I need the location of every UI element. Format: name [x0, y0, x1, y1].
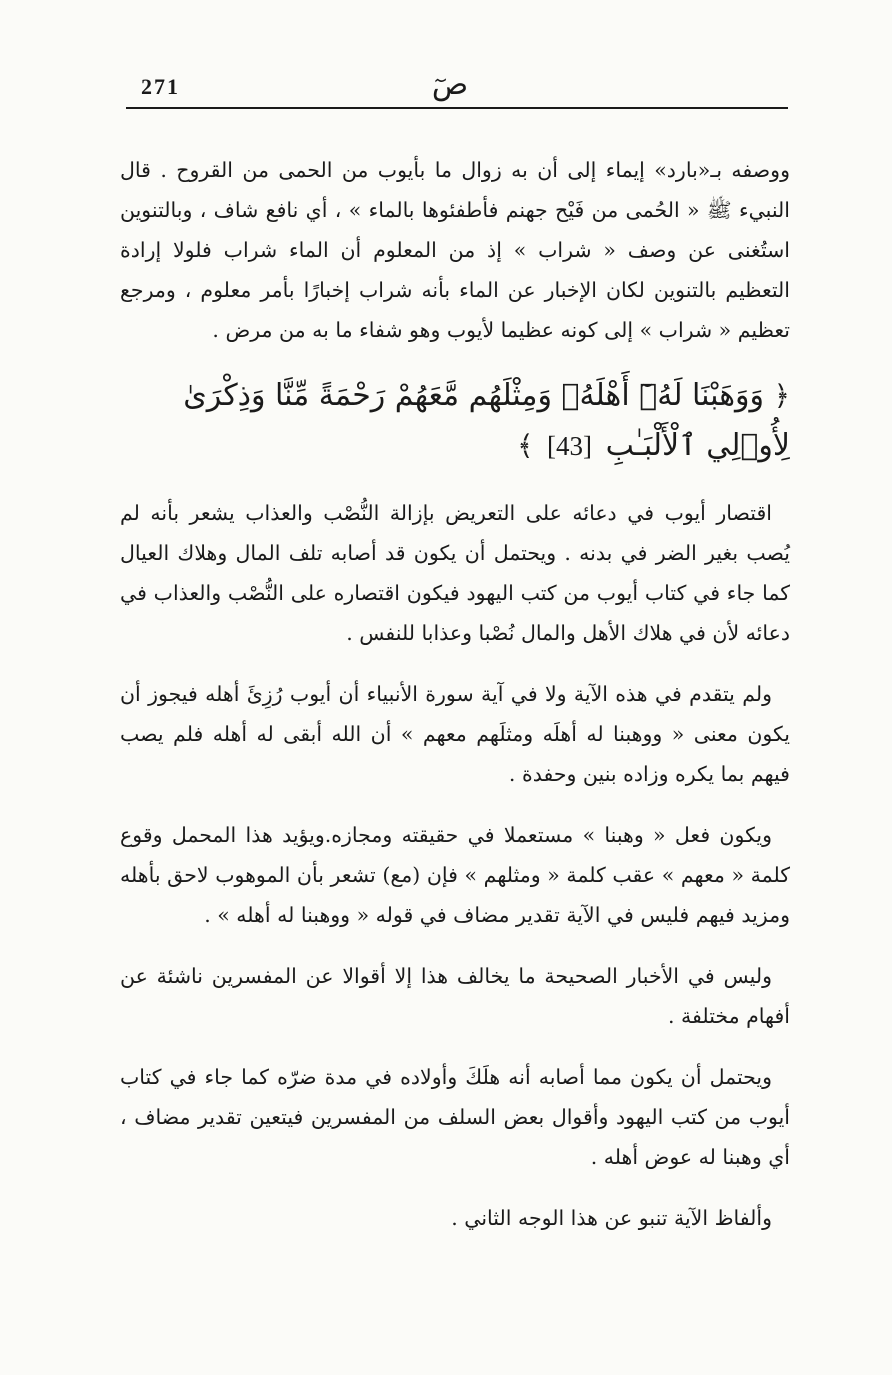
paragraph-5: وليس في الأخبار الصحيحة ما يخالف هذا إلا أقوالا عن المفسرين ناشئة عن أفهام مختلفة .	[120, 964, 790, 1028]
paragraph-1: ووصفه بـ«بارد» إيماء إلى أن به زوال ما بأيوب من الحمى من القروح . قال النبيء ﷺ « الحُمى من فَيْح جهنم فأطفئوها بالماء » ، أي نافع شاف ، وبالتنوين استُغنى عن وصف « شراب » إذ من المعلوم أن الماء شراب فلولا إرادة التعظيم بالتنوين لكان الإخبار عن الماء بأنه شراب إخبارًا بأمر معلوم ، ومرجع تعظيم « شراب » إلى كونه عظيما لأيوب وهو شفاء ما به من مرض .	[120, 158, 790, 342]
verse-close-bracket: ﴾	[517, 429, 534, 462]
header-rule	[126, 107, 788, 109]
paragraph-4: ويكون فعل « وهبنا » مستعملا في حقيقته ومجازه.ويؤيد هذا المحمل وقوع كلمة « معهم » عقب كلمة « ومثلهم » فإن (مع) تشعر بأن الموهوب لاحق بأهله ومزيد فيهم فليس في الآية تقدير مضاف في قوله « ووهبنا له أهله » .	[120, 823, 790, 927]
verse-open-bracket: ﴿	[773, 379, 790, 412]
paragraph-2: اقتصار أيوب في دعائه على التعريض بإزالة النُّصْب والعذاب يشعر بأنه لم يُصب بغير الضر في بدنه . ويحتمل أن يكون قد أصابه تلف المال وهلاك العيال كما جاء في كتاب أيوب من كتب اليهود فيكون اقتصاره على النُّصْب والعذاب في دعائه لأن في هلاك الأهل والمال نُصْبا وعذابا للنفس .	[120, 501, 790, 645]
paragraph-3: ولم يتقدم في هذه الآية ولا في آية سورة الأنبياء أن أيوب رُزِئَ أهله فيجوز أن يكون معنى « ووهبنا له أهلَه ومثلَهم معهم » أن الله أبقى له أهله فلم يصب فيهم بما يكره وزاده بنين وحفدة .	[120, 682, 790, 786]
ayah-number: [43]	[547, 431, 593, 461]
paragraph-6: ويحتمل أن يكون مما أصابه أنه هلَكَ وأولاده في مدة ضرّه كما جاء في كتاب أيوب من كتب اليهود وأقوال بعض السلف من المفسرين فيتعين تقدير مضاف ، أي وهبنا له عوض أهله .	[120, 1065, 790, 1169]
verse-text: وَوَهَبْنَا لَهُۥٓ أَهْلَهُۥ وَمِثْلَهُم مَّعَهُمْ رَحْمَةً مِّنَّا وَذِكْرَىٰ لِأُو۟لِي ٱلْأَلْبَـٰبِ	[183, 378, 790, 463]
body-text	[120, 150, 790, 1259]
surah-name: صٓ	[431, 67, 469, 102]
page-number: 271	[141, 74, 180, 99]
quran-verse	[120, 371, 790, 471]
paragraph-7: وألفاظ الآية تنبو عن هذا الوجه الثاني .	[451, 1206, 772, 1230]
